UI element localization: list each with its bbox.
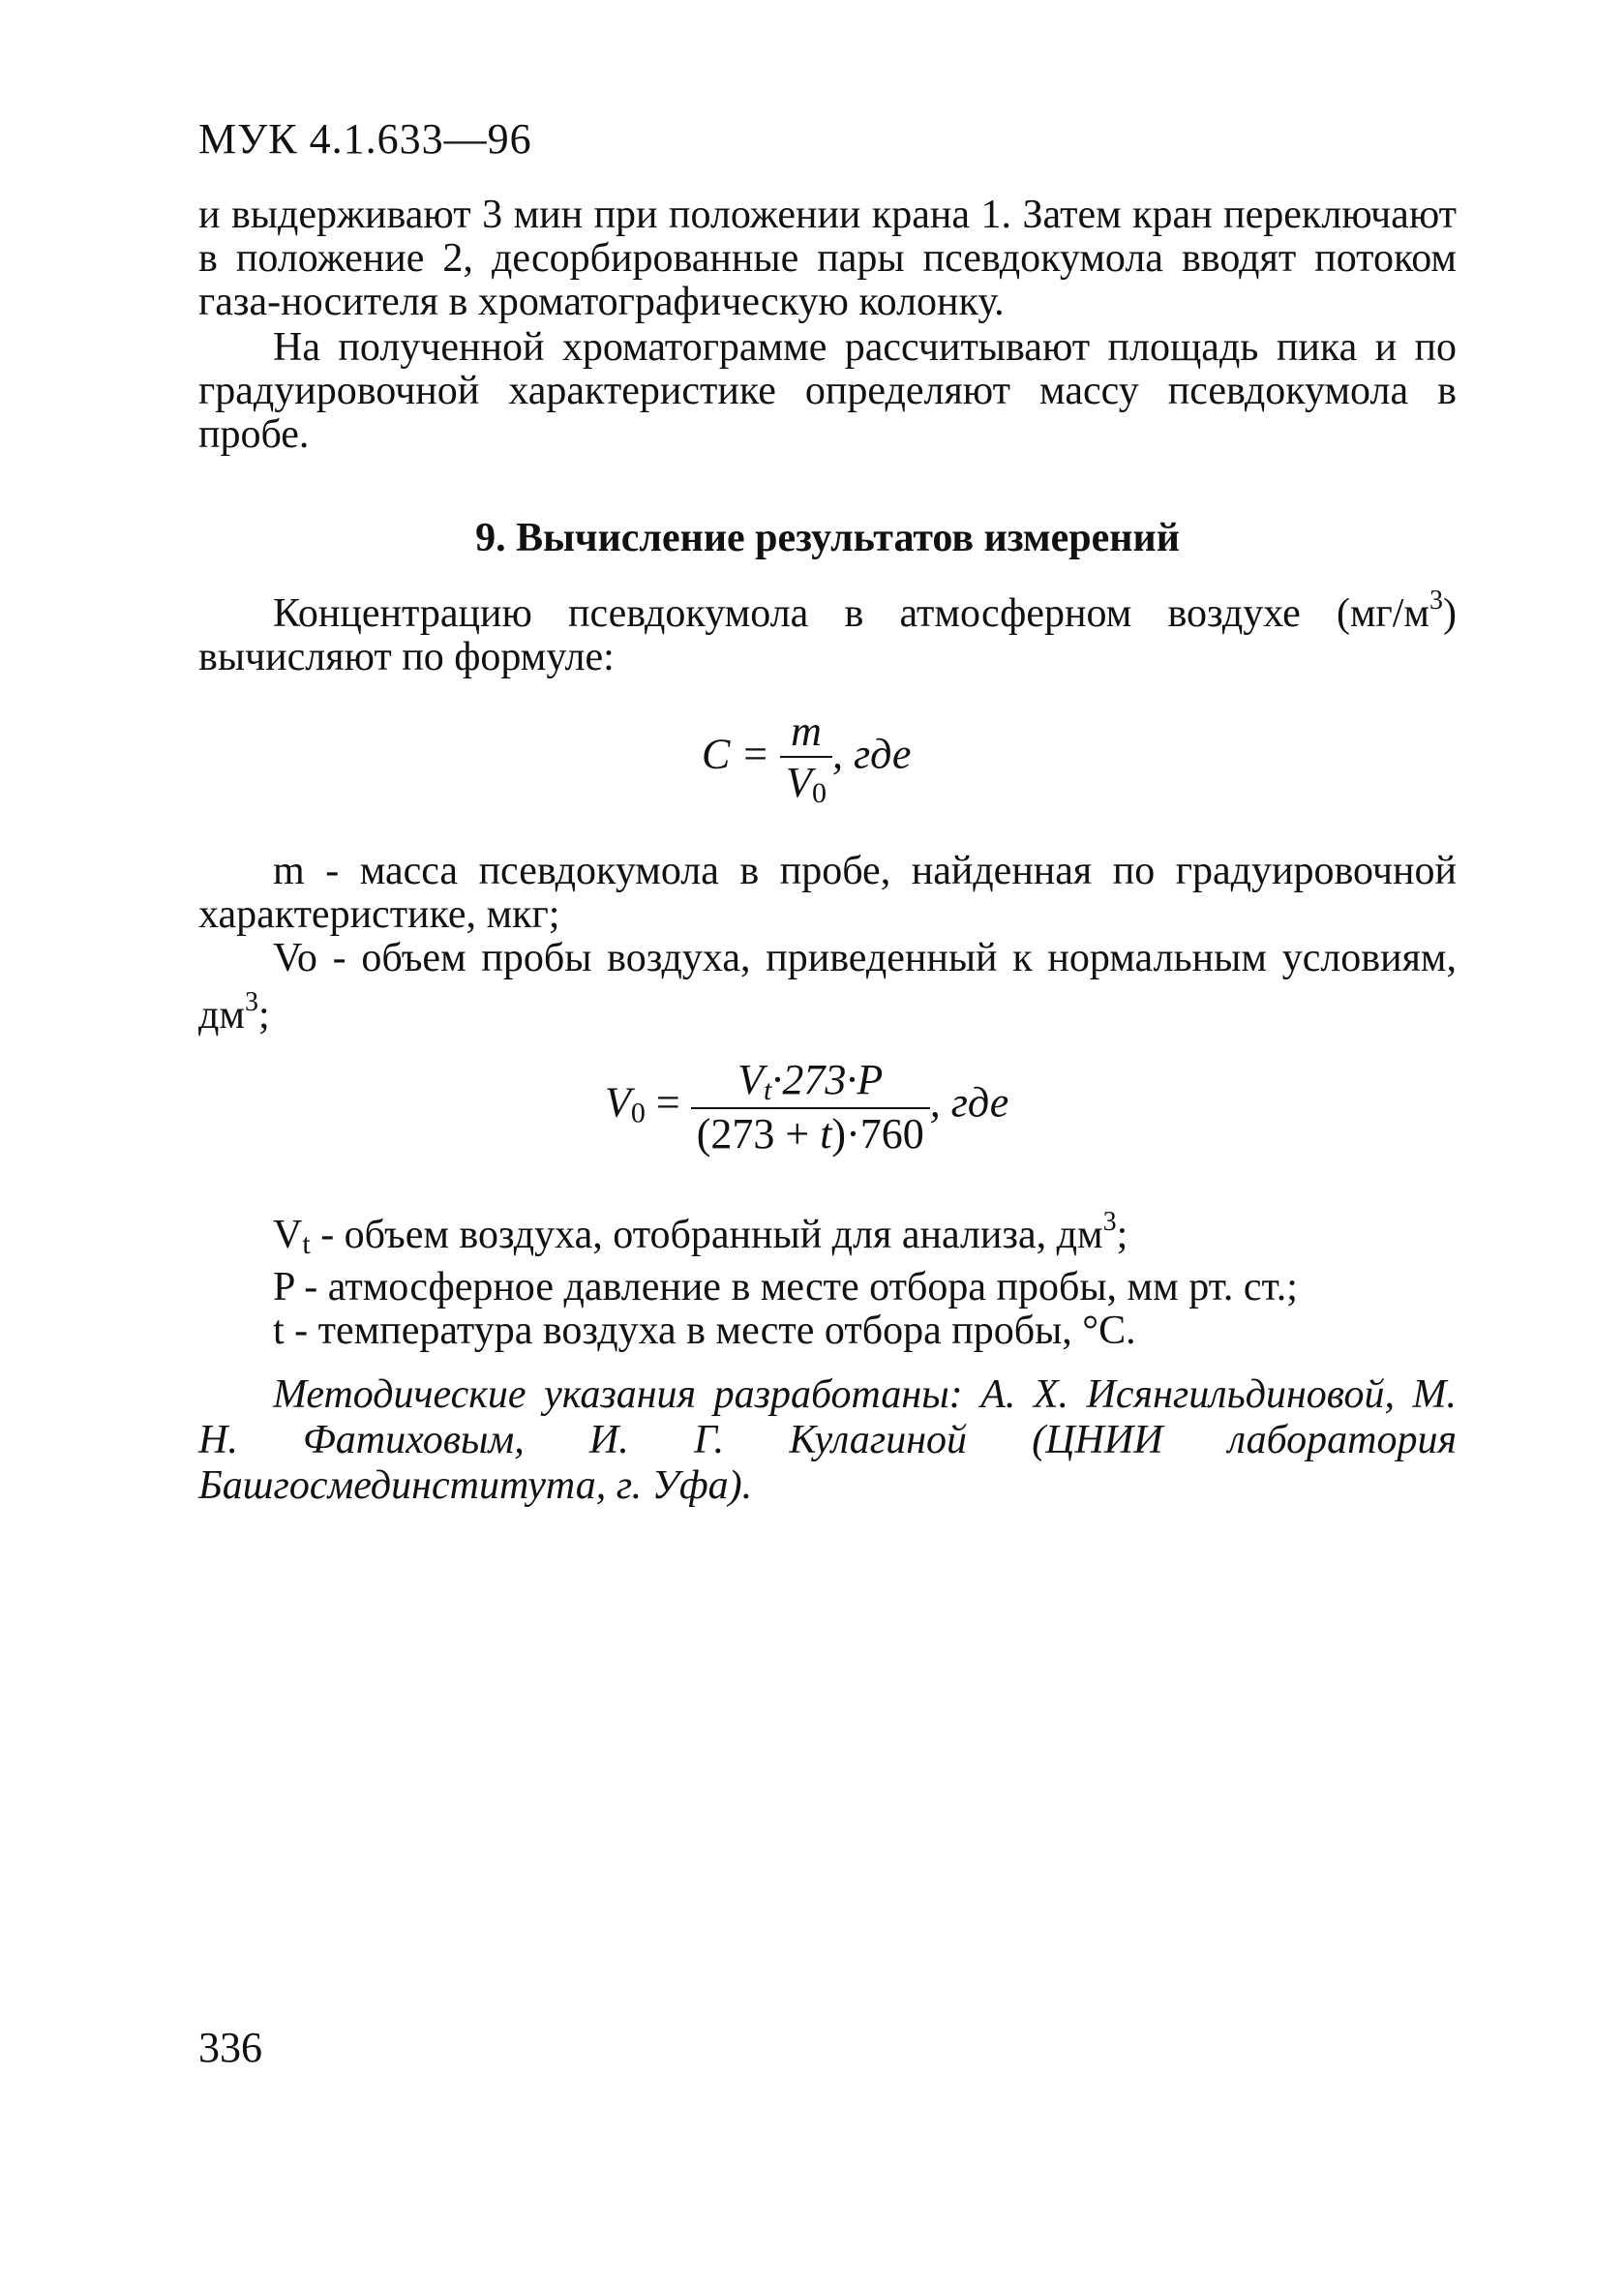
def-vt: [198, 1200, 1457, 1266]
definitions-2: [198, 1200, 1457, 1353]
def-vt-sub: t: [302, 1228, 311, 1260]
document-header: МУК 4.1.633—96: [198, 115, 532, 163]
lead-paragraph: [198, 579, 1457, 679]
formula1-tail: , где: [831, 730, 912, 778]
def-v0-sup: 3: [244, 987, 258, 1017]
formula1-denominator: [780, 756, 832, 810]
section-lead: [198, 579, 1457, 679]
def-vt-var: V: [273, 1213, 303, 1257]
formula1-lhs: C =: [702, 730, 770, 778]
def-v0-end: ;: [257, 993, 270, 1038]
formula1-den-var: V: [786, 759, 812, 806]
intro-text: [198, 194, 1457, 457]
formula1-fraction: [780, 707, 832, 810]
formula2-num-var: V: [737, 1056, 765, 1103]
paragraph-2: На полученной хроматограмме рассчитывают площадь пика и по градуировочной характеристике определяют массу псевдокумола в пробе.: [198, 325, 1457, 457]
def-vt-end: ;: [1116, 1213, 1128, 1257]
formula2-lhs-sub: 0: [630, 1097, 646, 1129]
formula2-den-b: )·760: [831, 1110, 924, 1158]
formula2-fraction: [691, 1055, 930, 1159]
formula2-numerator: [691, 1055, 930, 1107]
definitions-1: [198, 850, 1457, 1038]
credits: Методические указания разработаны: А. Х. Исянгильдиновой, М. Н. Фатиховым, И. Г. Кулагиной (ЦНИИ лаборатория Башгосмединститута, г. Уфа).: [198, 1372, 1457, 1508]
formula2-eq: =: [655, 1078, 680, 1127]
formula2-lhs-var: V: [605, 1078, 631, 1127]
formula2-den-t: t: [820, 1110, 832, 1158]
def-m: m - масса псевдокумола в пробе, найденная по градуировочной характеристике, мкг;: [198, 849, 1457, 937]
formula1-numerator: m: [791, 707, 822, 755]
formula2-tail: , где: [929, 1078, 1009, 1127]
lead-sup: 3: [1429, 586, 1443, 616]
formula2-num-rest: ·273·P: [771, 1056, 884, 1103]
section-heading: 9. Вычисление результатов измерений: [475, 516, 1180, 560]
formula2-num-sub: t: [764, 1074, 772, 1106]
def-vt-sup: 3: [1102, 1207, 1117, 1237]
def-t: t - температура воздуха в месте отбора пробы, °С.: [273, 1309, 1136, 1353]
paragraph-1: и выдерживают 3 мин при положении крана 1. Затем кран переключают в положение 2, десорбированные пары псевдокумола вводят потоком газа-носителя в хроматографическую колонку.: [198, 193, 1457, 324]
def-v0: [198, 937, 1457, 1038]
def-v0-text: Vo - объем пробы воздуха, приведенный к нормальным условиям, дм: [198, 936, 1457, 1038]
lead-text-after: ) вычисляют по формуле:: [198, 591, 1457, 679]
formula1-den-sub: 0: [811, 777, 827, 809]
def-p: P - атмосферное давление в месте отбора пробы, мм рт. ст.;: [273, 1265, 1298, 1309]
formula-normalized-volume: [605, 1055, 1008, 1159]
lead-text-before: Концентрацию псевдокумола в атмосферном воздухе (мг/м: [273, 591, 1429, 636]
page-number: 336: [198, 2024, 262, 2071]
formula2-denominator: [691, 1107, 930, 1159]
def-vt-text: - объем воздуха, отобранный для анализа, дм: [310, 1213, 1103, 1257]
formula2-den-a: (273 +: [696, 1110, 821, 1158]
formula-concentration: [702, 707, 911, 810]
